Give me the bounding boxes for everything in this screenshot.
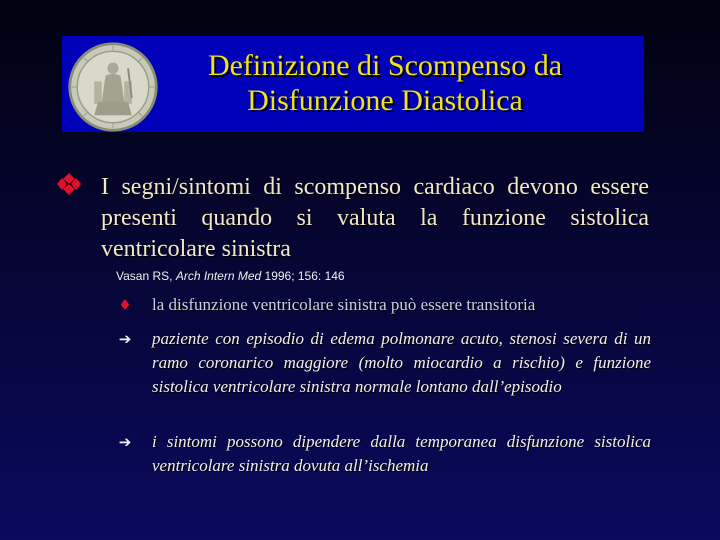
slide-title: Definizione di Scompenso da Disfunzione Diastolica	[207, 49, 563, 117]
sub-point-patient-example: paziente con episodio di edema polmonare acuto, stenosi severa di un ramo coronarico maggiore (molto miocardio a rischio) e funzione sistolica ventricolare sinistra normale lontano dall’episodio	[152, 329, 651, 396]
main-point: I segni/sintomi di scompenso cardiaco devono essere presenti quando si valuta la funzione sistolica ventricolare sinistra	[101, 174, 649, 262]
citation-journal: Arch Intern Med	[175, 269, 262, 283]
seal-logo	[66, 40, 160, 134]
citation-details: 1996; 156: 146	[261, 269, 345, 283]
citation	[116, 268, 345, 284]
sub-point-transient: la disfunzione ventricolare sinistra può essere transitoria	[152, 295, 536, 314]
diamond-bullet-icon	[56, 172, 82, 196]
sub-point-ischemia: i sintomi possono dipendere dalla temporanea disfunzione sistolica ventricolare sinistra dovuta all’ischemia	[152, 432, 651, 475]
citation-authors: Vasan RS,	[116, 269, 176, 283]
arrow-bullet-icon: ➔	[118, 433, 132, 451]
red-diamond-bullet-icon: ♦	[118, 296, 132, 314]
arrow-bullet-icon: ➔	[118, 330, 132, 348]
